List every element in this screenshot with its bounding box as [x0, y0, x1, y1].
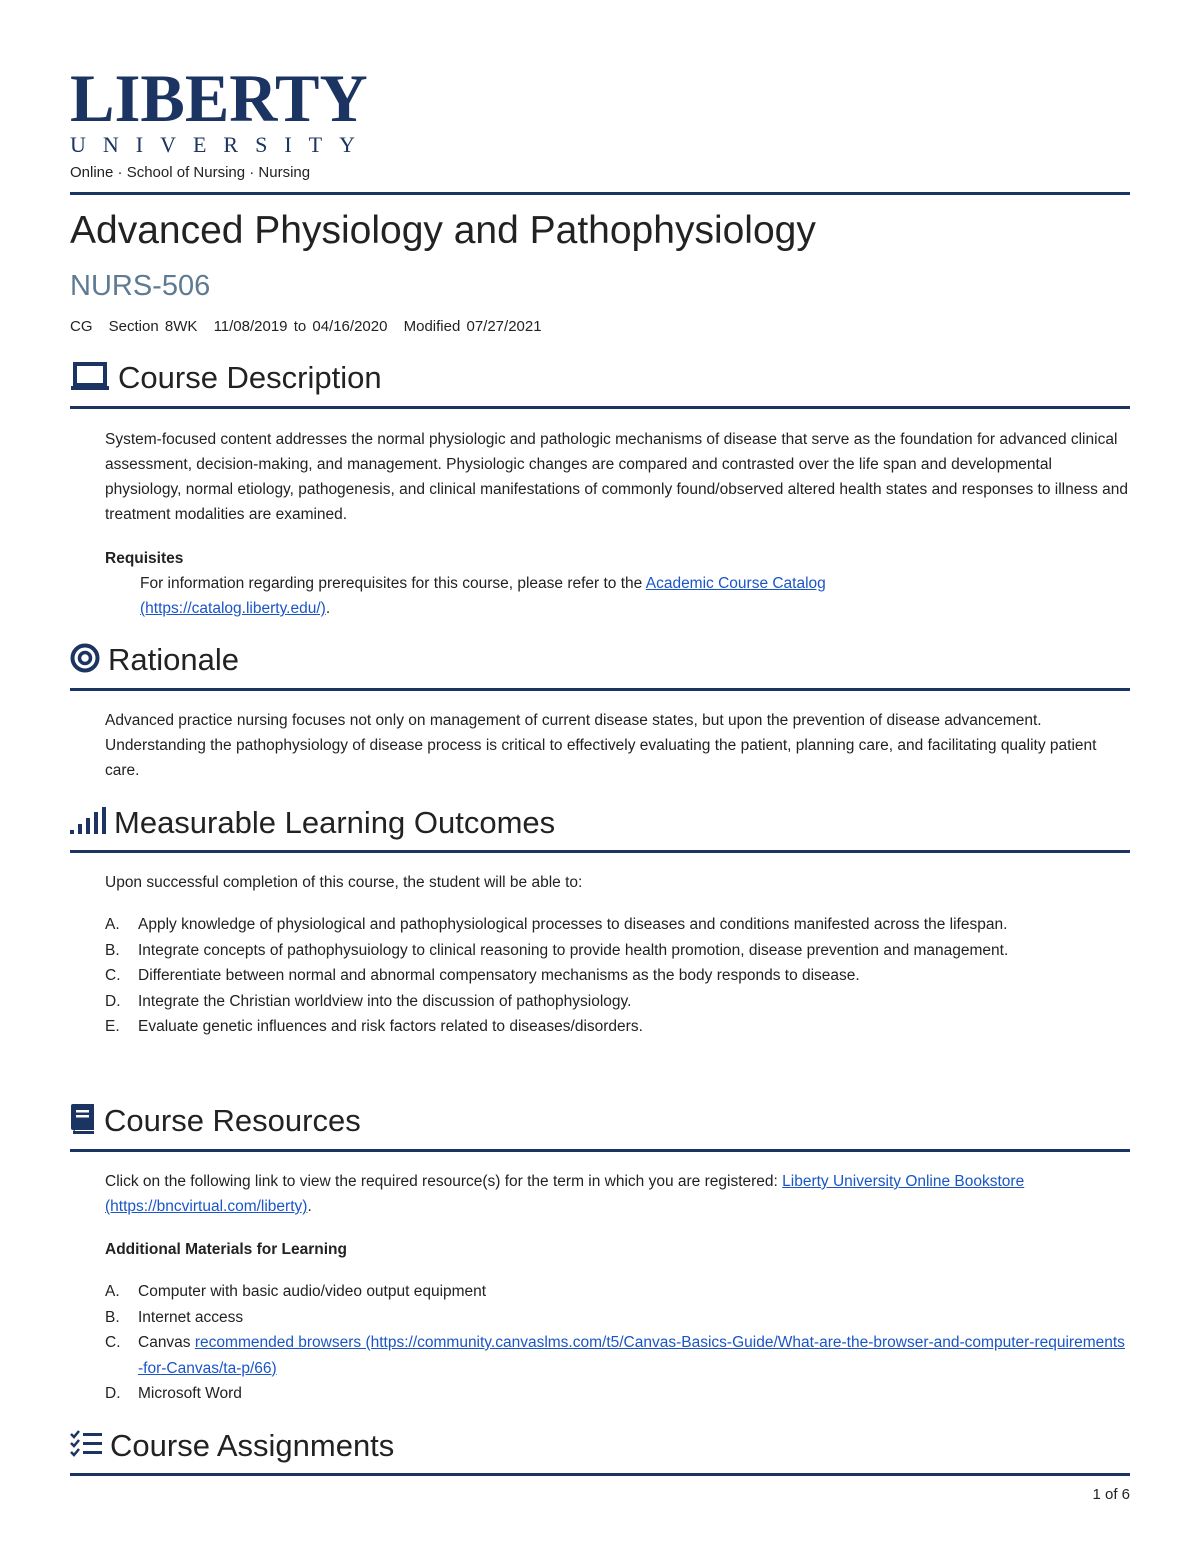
meta-cg: CG — [70, 318, 93, 335]
bookstore-link[interactable]: Liberty University Online Bookstore (https://bncvirtual.com/liberty) — [105, 1173, 1025, 1215]
list-item — [105, 963, 1130, 989]
section-heading-assignments — [70, 1426, 394, 1466]
list-marker: D. — [105, 1385, 121, 1402]
rationale-text: Advanced practice nursing focuses not only on management of current disease states, but upon the prevention of disease advancement. Understanding the pathophysiology of disease process is critical to effectively evaluating the patient, planning care, and facilitating quality patient care. — [105, 712, 1097, 779]
list-item — [105, 1330, 1130, 1381]
list-marker: E. — [105, 1018, 120, 1035]
academic-catalog-link[interactable]: Academic Course Catalog (https://catalog.liberty.edu/) — [140, 575, 826, 617]
laptop-icon — [70, 360, 110, 397]
resources-text — [105, 1169, 1130, 1219]
requisites-text-after: . — [325, 600, 331, 617]
list-item-text: Internet access — [138, 1308, 244, 1326]
list-item-text: Computer with basic audio/video output equipment — [138, 1283, 487, 1300]
list-item — [105, 1014, 1130, 1040]
outcomes-intro: Upon successful completion of this course, the student will be able to: — [105, 874, 583, 891]
resources-text-after: . — [307, 1198, 312, 1215]
description-text: System-focused content addresses the normal physiologic and pathologic mechanisms of disease that serve as the foundation for advanced clinical assessment, decision-making, and management. Physiologic changes are compared and contrasted over the life span and developmental physiology, normal etiology, pathogenesis, and clinical manifestations of commonly found/observed altered health states and responses to illness and treatment modalities are examined. — [105, 431, 1129, 523]
signal-bars-icon — [70, 807, 106, 840]
document-page — [70, 0, 1130, 1553]
list-marker: A. — [105, 1283, 120, 1300]
list-marker: D. — [105, 992, 121, 1010]
section-heading-resources — [70, 1101, 361, 1141]
list-item — [105, 1305, 1130, 1331]
page-number: 1 of 6 — [1092, 1486, 1130, 1503]
list-item — [105, 989, 1130, 1015]
rationale-divider — [70, 688, 1130, 691]
outcomes-list — [105, 912, 1130, 1040]
materials-list — [105, 1279, 1130, 1407]
description-divider — [70, 406, 1130, 409]
meta-section: Section 8WK — [108, 318, 198, 335]
list-item — [105, 1279, 1130, 1305]
list-marker: C. — [105, 1334, 121, 1351]
list-item-text: Integrate concepts of pathophysuiology to clinical reasoning to provide health promotion, disease prevention and management. — [138, 941, 1009, 959]
list-item-text: Evaluate genetic influences and risk factors related to diseases/disorders. — [138, 1018, 643, 1035]
outcomes-divider — [70, 850, 1130, 853]
liberty-logo — [70, 60, 372, 157]
list-item-text: Microsoft Word — [138, 1385, 242, 1402]
canvas-browsers-link[interactable]: recommended browsers (https://community.canvaslms.com/t5/Canvas-Basics-Guide/What-are-the-browser-and-computer-requirements-for-Canvas/ta-p/66) — [138, 1334, 1125, 1377]
header-divider — [70, 192, 1130, 195]
list-item-text: Differentiate between normal and abnormal compensatory mechanisms as the body responds to disease. — [138, 967, 860, 984]
assignments-heading: Course Assignments — [110, 1428, 395, 1463]
target-icon — [70, 643, 100, 678]
canvas-prefix: Canvas — [138, 1334, 195, 1351]
assignments-divider — [70, 1473, 1130, 1476]
list-marker: C. — [105, 967, 121, 984]
additional-materials-label: Additional Materials for Learning — [105, 1241, 347, 1258]
list-item-text: Apply knowledge of physiological and pathophysiological processes to diseases and conditions manifested across the lifespan. — [138, 916, 1008, 933]
list-item-text: Integrate the Christian worldview into the discussion of pathophysiology. — [138, 992, 632, 1010]
resources-text-before: Click on the following link to view the required resource(s) for the term in which you are registered: — [105, 1173, 783, 1190]
course-code: NURS-506 — [70, 270, 211, 302]
list-item — [105, 1381, 1130, 1407]
requisites-label: Requisites — [105, 550, 184, 567]
meta-dates: 11/08/2019 to 04/16/2020 — [213, 318, 388, 335]
resources-heading: Course Resources — [104, 1103, 361, 1138]
list-item — [105, 938, 1130, 964]
course-meta — [70, 318, 552, 335]
book-icon — [70, 1103, 96, 1140]
description-heading: Course Description — [118, 360, 382, 395]
list-marker: B. — [105, 1308, 120, 1326]
section-heading-outcomes — [70, 803, 555, 843]
logo-main-text: LIBERTY — [70, 60, 368, 136]
meta-modified: Modified 07/27/2021 — [403, 318, 542, 335]
list-marker: B. — [105, 941, 120, 959]
checklist-icon — [70, 1430, 102, 1463]
requisites-text — [140, 571, 1010, 621]
rationale-heading: Rationale — [108, 642, 239, 677]
list-item-text — [138, 1330, 1130, 1381]
logo-sub-text: UNIVERSITY — [70, 132, 372, 157]
requisites-text-before: For information regarding prerequisites for this course, please refer to the — [140, 575, 646, 592]
outcomes-heading: Measurable Learning Outcomes — [114, 805, 556, 840]
section-heading-description — [70, 358, 382, 398]
section-heading-rationale — [70, 640, 239, 680]
course-title: Advanced Physiology and Pathophysiology — [70, 209, 816, 252]
school-subtitle: Online · School of Nursing · Nursing — [70, 164, 311, 181]
list-marker: A. — [105, 916, 120, 933]
list-item — [105, 912, 1130, 938]
resources-divider — [70, 1149, 1130, 1152]
